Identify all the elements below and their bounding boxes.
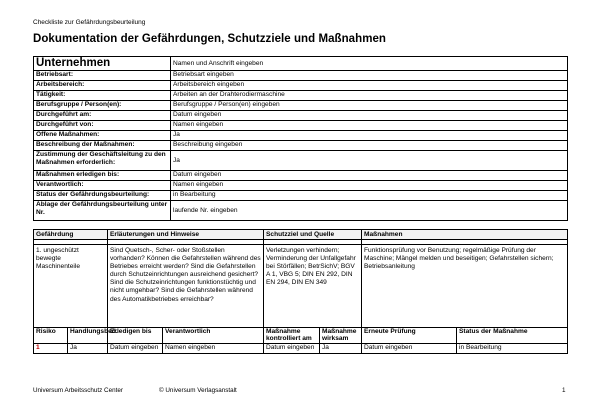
- hazard-cell: 1. ungeschützt bewegte Maschinenteile: [34, 245, 108, 328]
- risk-value[interactable]: 1: [34, 343, 68, 353]
- field-label: Beschreibung der Maßnahmen:: [34, 141, 171, 151]
- hazard-table: [33, 229, 568, 354]
- field-label: Verantwortlich:: [34, 181, 171, 191]
- col-header-gefaehrdung: Gefährdung: [34, 230, 108, 240]
- field-value[interactable]: Namen eingeben: [171, 121, 568, 131]
- subheader-kontrolliert: Maßnahme kontrolliert am: [264, 328, 320, 344]
- subheader-erneute-pruefung: Erneute Prüfung: [362, 328, 457, 344]
- footer-publisher: Universum Arbeitsschutz Center: [33, 387, 123, 394]
- field-label: Status der Gefährdungsbeurteilung:: [34, 191, 171, 201]
- field-value[interactable]: in Bearbeitung: [171, 191, 568, 201]
- checked-date-value[interactable]: Datum eingeben: [264, 343, 320, 353]
- action-needed-value[interactable]: Ja: [68, 343, 108, 353]
- field-label: Betriebsart:: [34, 71, 171, 81]
- document-header: Checkliste zur Gefährdungsbeurteilung: [33, 19, 146, 26]
- field-label: Offene Maßnahmen:: [34, 131, 171, 141]
- subheader-status: Status der Maßnahme: [457, 328, 568, 344]
- footer-copyright: © Universum Verlagsanstalt: [159, 387, 237, 394]
- company-value[interactable]: Namen und Anschrift eingeben: [171, 57, 568, 71]
- field-value[interactable]: Ja: [171, 151, 568, 171]
- subheader-wirksam: Maßnahme wirksam: [320, 328, 362, 344]
- page-number: 1: [562, 387, 566, 394]
- subheader-risiko: Risiko: [34, 328, 68, 344]
- field-label: Berufsgruppe / Person(en):: [34, 101, 171, 111]
- field-value[interactable]: Ja: [171, 131, 568, 141]
- due-date-value[interactable]: Datum eingeben: [108, 343, 163, 353]
- col-header-hinweise: Erläuterungen und Hinweise: [108, 230, 264, 240]
- field-value[interactable]: Arbeitsbereich eingeben: [171, 81, 568, 91]
- company-label: Unternehmen: [34, 57, 171, 71]
- field-label: Arbeitsbereich:: [34, 81, 171, 91]
- field-value[interactable]: Betriebsart eingeben: [171, 71, 568, 81]
- field-value[interactable]: Berufsgruppe / Person(en) eingeben: [171, 101, 568, 111]
- field-label: Maßnahmen erledigen bis:: [34, 171, 171, 181]
- col-header-massnahmen: Maßnahmen: [362, 230, 568, 240]
- company-info-table: [33, 56, 568, 221]
- field-label: Durchgeführt von:: [34, 121, 171, 131]
- document-title: Dokumentation der Gefährdungen, Schutzziele und Maßnahmen: [33, 33, 386, 45]
- field-value[interactable]: laufende Nr. eingeben: [171, 201, 568, 221]
- field-value[interactable]: Datum eingeben: [171, 111, 568, 121]
- field-value[interactable]: Namen eingeben: [171, 181, 568, 191]
- field-value[interactable]: Arbeiten an der Drahterodiermaschine: [171, 91, 568, 101]
- recheck-date-value[interactable]: Datum eingeben: [362, 343, 457, 353]
- subheader-verantwortlich: Verantwortlich: [163, 328, 264, 344]
- field-value[interactable]: Beschreibung eingeben: [171, 141, 568, 151]
- responsible-value[interactable]: Namen eingeben: [163, 343, 264, 353]
- field-label: Durchgeführt am:: [34, 111, 171, 121]
- notes-cell: Sind Quetsch-, Scher- oder Stoßstellen vorhanden? Können die Gefahrstellen während des Betriebes erreicht werden? Sind die Gefahrstellen durch Schutzeinrichtungen ausreichend gesichert? Sind die Schutzeinrichtungen funktionstüchtig und nicht umgehbar? Sind die Gefahrstellen während des Automatikbetriebes erreichbar?: [108, 245, 264, 328]
- field-label: Tätigkeit:: [34, 91, 171, 101]
- measure-status-value[interactable]: in Bearbeitung: [457, 343, 568, 353]
- effective-value[interactable]: Ja: [320, 343, 362, 353]
- field-value[interactable]: Datum eingeben: [171, 171, 568, 181]
- protection-goal-cell: Verletzungen verhindern; Verminderung der Unfallgefahr bei Störfällen; BetrSichV; BGV A 1, VBG 5; DIN EN 292, DIN EN 294, DIN EN 349: [264, 245, 362, 328]
- measures-cell: Funktionsprüfung vor Benutzung; regelmäßige Prüfung der Maschine; Mängel melden und beseitigen; Gefahrstellen sichern; Betriebsanleitung: [362, 245, 568, 328]
- col-header-schutzziel: Schutzziel und Quelle: [264, 230, 362, 240]
- field-label: Zustimmung der Geschäftsleitung zu den Maßnahmen erforderlich:: [34, 151, 171, 171]
- subheader-handlungsbedarf: Handlungsbed.: [68, 328, 108, 344]
- field-label: Ablage der Gefährdungsbeurteilung unter Nr.: [34, 201, 171, 221]
- subheader-erledigen-bis: Erledigen bis: [108, 328, 163, 344]
